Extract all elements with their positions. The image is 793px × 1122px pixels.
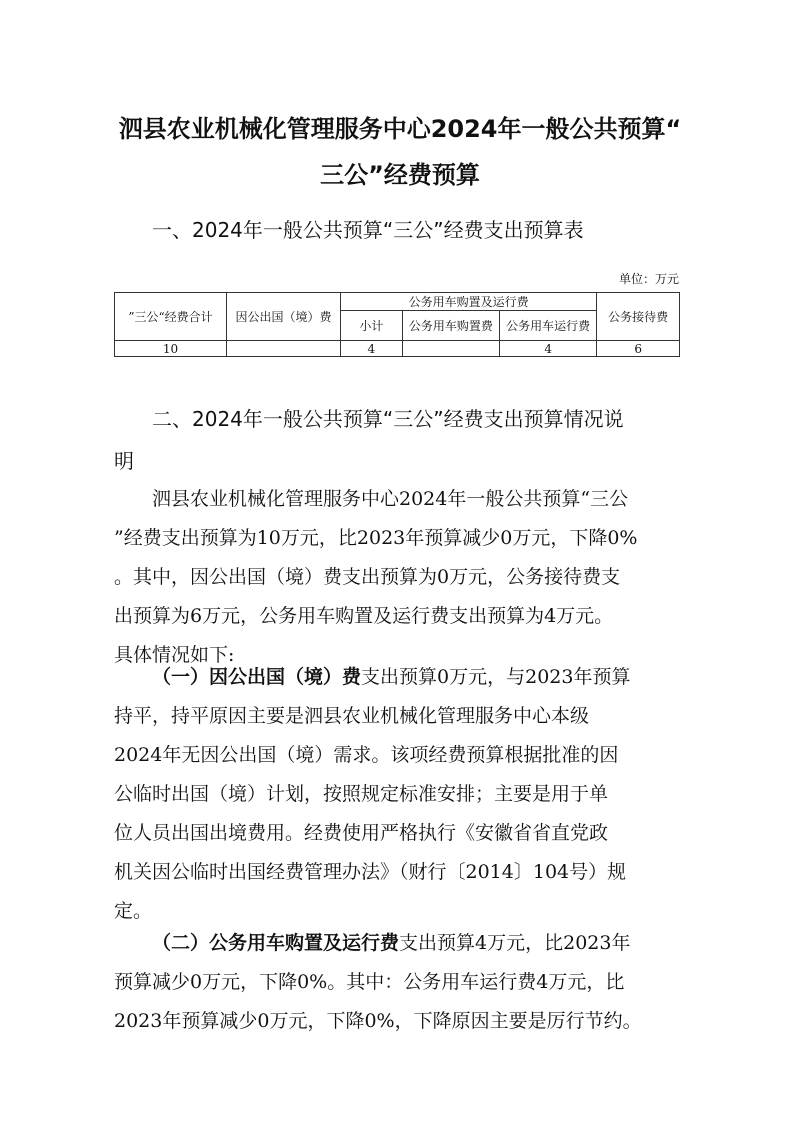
section-2-heading-line-1: 二、2024年一般公共预算“三公”经费支出预算情况说 bbox=[152, 407, 624, 431]
section-2-heading bbox=[114, 398, 680, 482]
paragraph-text: 支出预算0万元，与2023年预算 bbox=[361, 666, 631, 688]
cell-subtotal: 4 bbox=[340, 341, 402, 357]
header-reception: 公务接待费 bbox=[597, 293, 680, 341]
cell-abroad bbox=[226, 341, 340, 357]
paragraph-line: 。其中，因公出国（境）费支出预算为0万元，公务接待费支 bbox=[114, 566, 621, 588]
header-abroad: 因公出国（境）费 bbox=[226, 293, 340, 341]
title-line-2: 三公”经费预算 bbox=[320, 161, 480, 189]
paragraph-bold-lead: （二）公务用车购置及运行费 bbox=[152, 932, 400, 954]
header-vehicle-operation: 公务用车运行费 bbox=[500, 311, 597, 341]
paragraph-line: 位人员出国出境费用。经费使用严格执行《安徽省省直党政 bbox=[114, 822, 609, 844]
paragraph-bold-lead: （一）因公出国（境）费 bbox=[152, 666, 362, 688]
paragraph-abroad bbox=[114, 658, 680, 931]
section-1-heading: 一、2024年一般公共预算“三公”经费支出预算表 bbox=[152, 218, 584, 242]
header-vehicle-purchase: 公务用车购置费 bbox=[402, 311, 499, 341]
cell-total: 10 bbox=[115, 341, 227, 357]
paragraph-line: 预算减少0万元，下降0%。其中：公务用车运行费4万元，比 bbox=[114, 971, 625, 993]
unit-label: 单位：万元 bbox=[618, 272, 679, 286]
paragraph-line: 泗县农业机械化管理服务中心2024年一般公共预算“三公 bbox=[152, 488, 629, 510]
section-2-heading-line-2: 明 bbox=[114, 449, 134, 473]
paragraph-vehicle bbox=[114, 924, 680, 1041]
header-total: ”三公“经费合计 bbox=[115, 293, 227, 341]
header-vehicle-group: 公务用车购置及运行费 bbox=[340, 293, 596, 311]
paragraph-line: ”经费支出预算为10万元，比2023年预算减少0万元，下降0% bbox=[114, 527, 638, 549]
paragraph-line: 2024年无因公出国（境）需求。该项经费预算根据批准的因 bbox=[114, 744, 619, 766]
paragraph-text: 支出预算4万元，比2023年 bbox=[399, 932, 631, 954]
paragraph-line: 具体情况如下: bbox=[114, 644, 235, 666]
cell-vehicle-purchase bbox=[402, 341, 499, 357]
paragraph-line: 2023年预算减少0万元，下降0%，下降原因主要是厉行节约。 bbox=[114, 1010, 642, 1032]
cell-reception: 6 bbox=[597, 341, 680, 357]
cell-vehicle-operation: 4 bbox=[500, 341, 597, 357]
paragraph-summary bbox=[114, 480, 680, 675]
table-row bbox=[115, 341, 680, 357]
paragraph-line: 持平，持平原因主要是泗县农业机械化管理服务中心本级 bbox=[114, 705, 590, 727]
paragraph-line: 定。 bbox=[114, 900, 153, 922]
title-line-1: 泗县农业机械化管理服务中心2024年一般公共预算“ bbox=[118, 115, 682, 143]
document-title bbox=[100, 106, 700, 198]
budget-table bbox=[114, 292, 680, 357]
paragraph-line: 机关因公临时出国经费管理办法》（财行〔2014〕104号）规 bbox=[114, 861, 627, 883]
paragraph-line bbox=[114, 924, 680, 963]
header-subtotal: 小计 bbox=[340, 311, 402, 341]
paragraph-line: 出预算为6万元，公务用车购置及运行费支出预算为4万元。 bbox=[114, 605, 614, 627]
paragraph-line: 公临时出国（境）计划，按照规定标准安排；主要是用于单 bbox=[114, 783, 609, 805]
paragraph-line bbox=[114, 658, 680, 697]
